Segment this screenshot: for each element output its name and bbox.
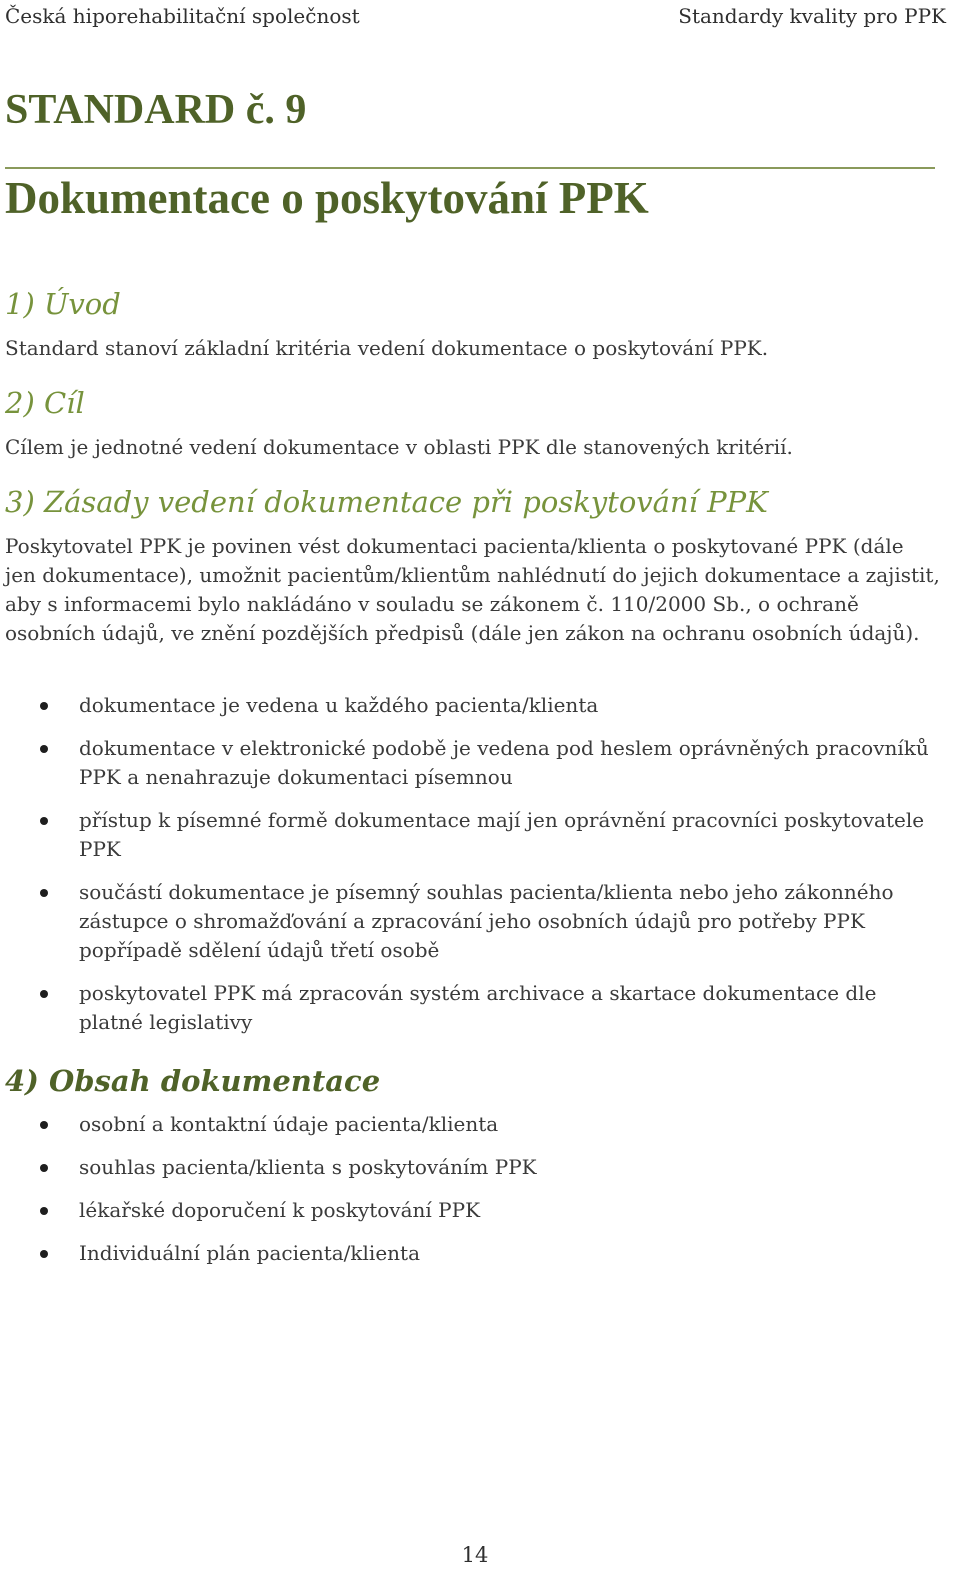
standard-number: STANDARD č. 9 xyxy=(5,87,307,133)
list-item-text: součástí dokumentace je písemný souhlas pacienta/klienta nebo jeho zákonného zástupce o shromažďování a zpracování jeho osobních údajů pro potřeby PPK popřípadě sdělení údajů třetí osobě xyxy=(79,880,894,962)
list-item xyxy=(0,1153,935,1182)
header-document-title: Standardy kvality pro PPK xyxy=(678,4,946,28)
bullet-icon xyxy=(40,1164,48,1172)
section-text-intro: Standard stanoví základní kritéria vedení dokumentace o poskytování PPK. xyxy=(5,336,769,360)
page-title: Dokumentace o poskytování PPK xyxy=(5,173,649,223)
bullet-icon xyxy=(40,1121,48,1129)
list-item-text: dokumentace je vedena u každého pacienta/klienta xyxy=(79,693,599,717)
list-item-text: lékařské doporučení k poskytování PPK xyxy=(79,1198,481,1222)
bullet-icon xyxy=(40,817,48,825)
page-number: 14 xyxy=(461,1543,489,1567)
bullet-icon xyxy=(40,702,48,710)
bullet-icon xyxy=(40,990,48,998)
list-item xyxy=(0,1196,935,1225)
list-item xyxy=(0,979,935,1037)
list-item xyxy=(0,691,935,720)
list-item xyxy=(0,1110,935,1139)
list-item xyxy=(0,806,935,864)
principles-bullet-list xyxy=(0,691,935,1037)
list-item-text: přístup k písemné formě dokumentace mají jen oprávnění pracovníci poskytovatele PPK xyxy=(79,808,925,861)
list-item-text: Individuální plán pacienta/klienta xyxy=(79,1241,421,1265)
section-heading-goal: 2) Cíl xyxy=(5,386,85,420)
section-heading-intro: 1) Úvod xyxy=(5,287,121,321)
page-header xyxy=(5,4,946,32)
list-item-text: osobní a kontaktní údaje pacienta/klienta xyxy=(79,1112,499,1136)
section-text-goal: Cílem je jednotné vedení dokumentace v oblasti PPK dle stanovených kritérií. xyxy=(5,435,793,459)
bullet-icon xyxy=(40,1250,48,1258)
list-item-text: poskytovatel PPK má zpracován systém archivace a skartace dokumentace dle platné legislativy xyxy=(79,981,877,1034)
content-bullet-list xyxy=(0,1110,935,1268)
list-item xyxy=(0,734,935,792)
list-item-text: souhlas pacienta/klienta s poskytováním PPK xyxy=(79,1155,537,1179)
list-item xyxy=(0,878,935,965)
bullet-icon xyxy=(40,1207,48,1215)
bullet-icon xyxy=(40,889,48,897)
list-item xyxy=(0,1239,935,1268)
bullet-icon xyxy=(40,745,48,753)
header-organization: Česká hiporehabilitační společnost xyxy=(5,4,360,28)
title-divider xyxy=(5,167,935,169)
section-text-principles: Poskytovatel PPK je povinen vést dokumentaci pacienta/klienta o poskytované PPK (dále jen dokumentace), umožnit pacientům/klientům nahlédnutí do jejich dokumentace a zajistit, aby s informacemi bylo nakládáno v souladu se zákonem č. 110/2000 Sb., o ochraně osobních údajů, ve znění pozdějších předpisů (dále jen zákon na ochranu osobních údajů). xyxy=(5,534,940,645)
list-item-text: dokumentace v elektronické podobě je vedena pod heslem oprávněných pracovníků PPK a nenahrazuje dokumentaci písemnou xyxy=(79,736,929,789)
section-heading-content: 4) Obsah dokumentace xyxy=(5,1064,381,1098)
section-heading-principles: 3) Zásady vedení dokumentace při poskytování PPK xyxy=(5,485,768,519)
